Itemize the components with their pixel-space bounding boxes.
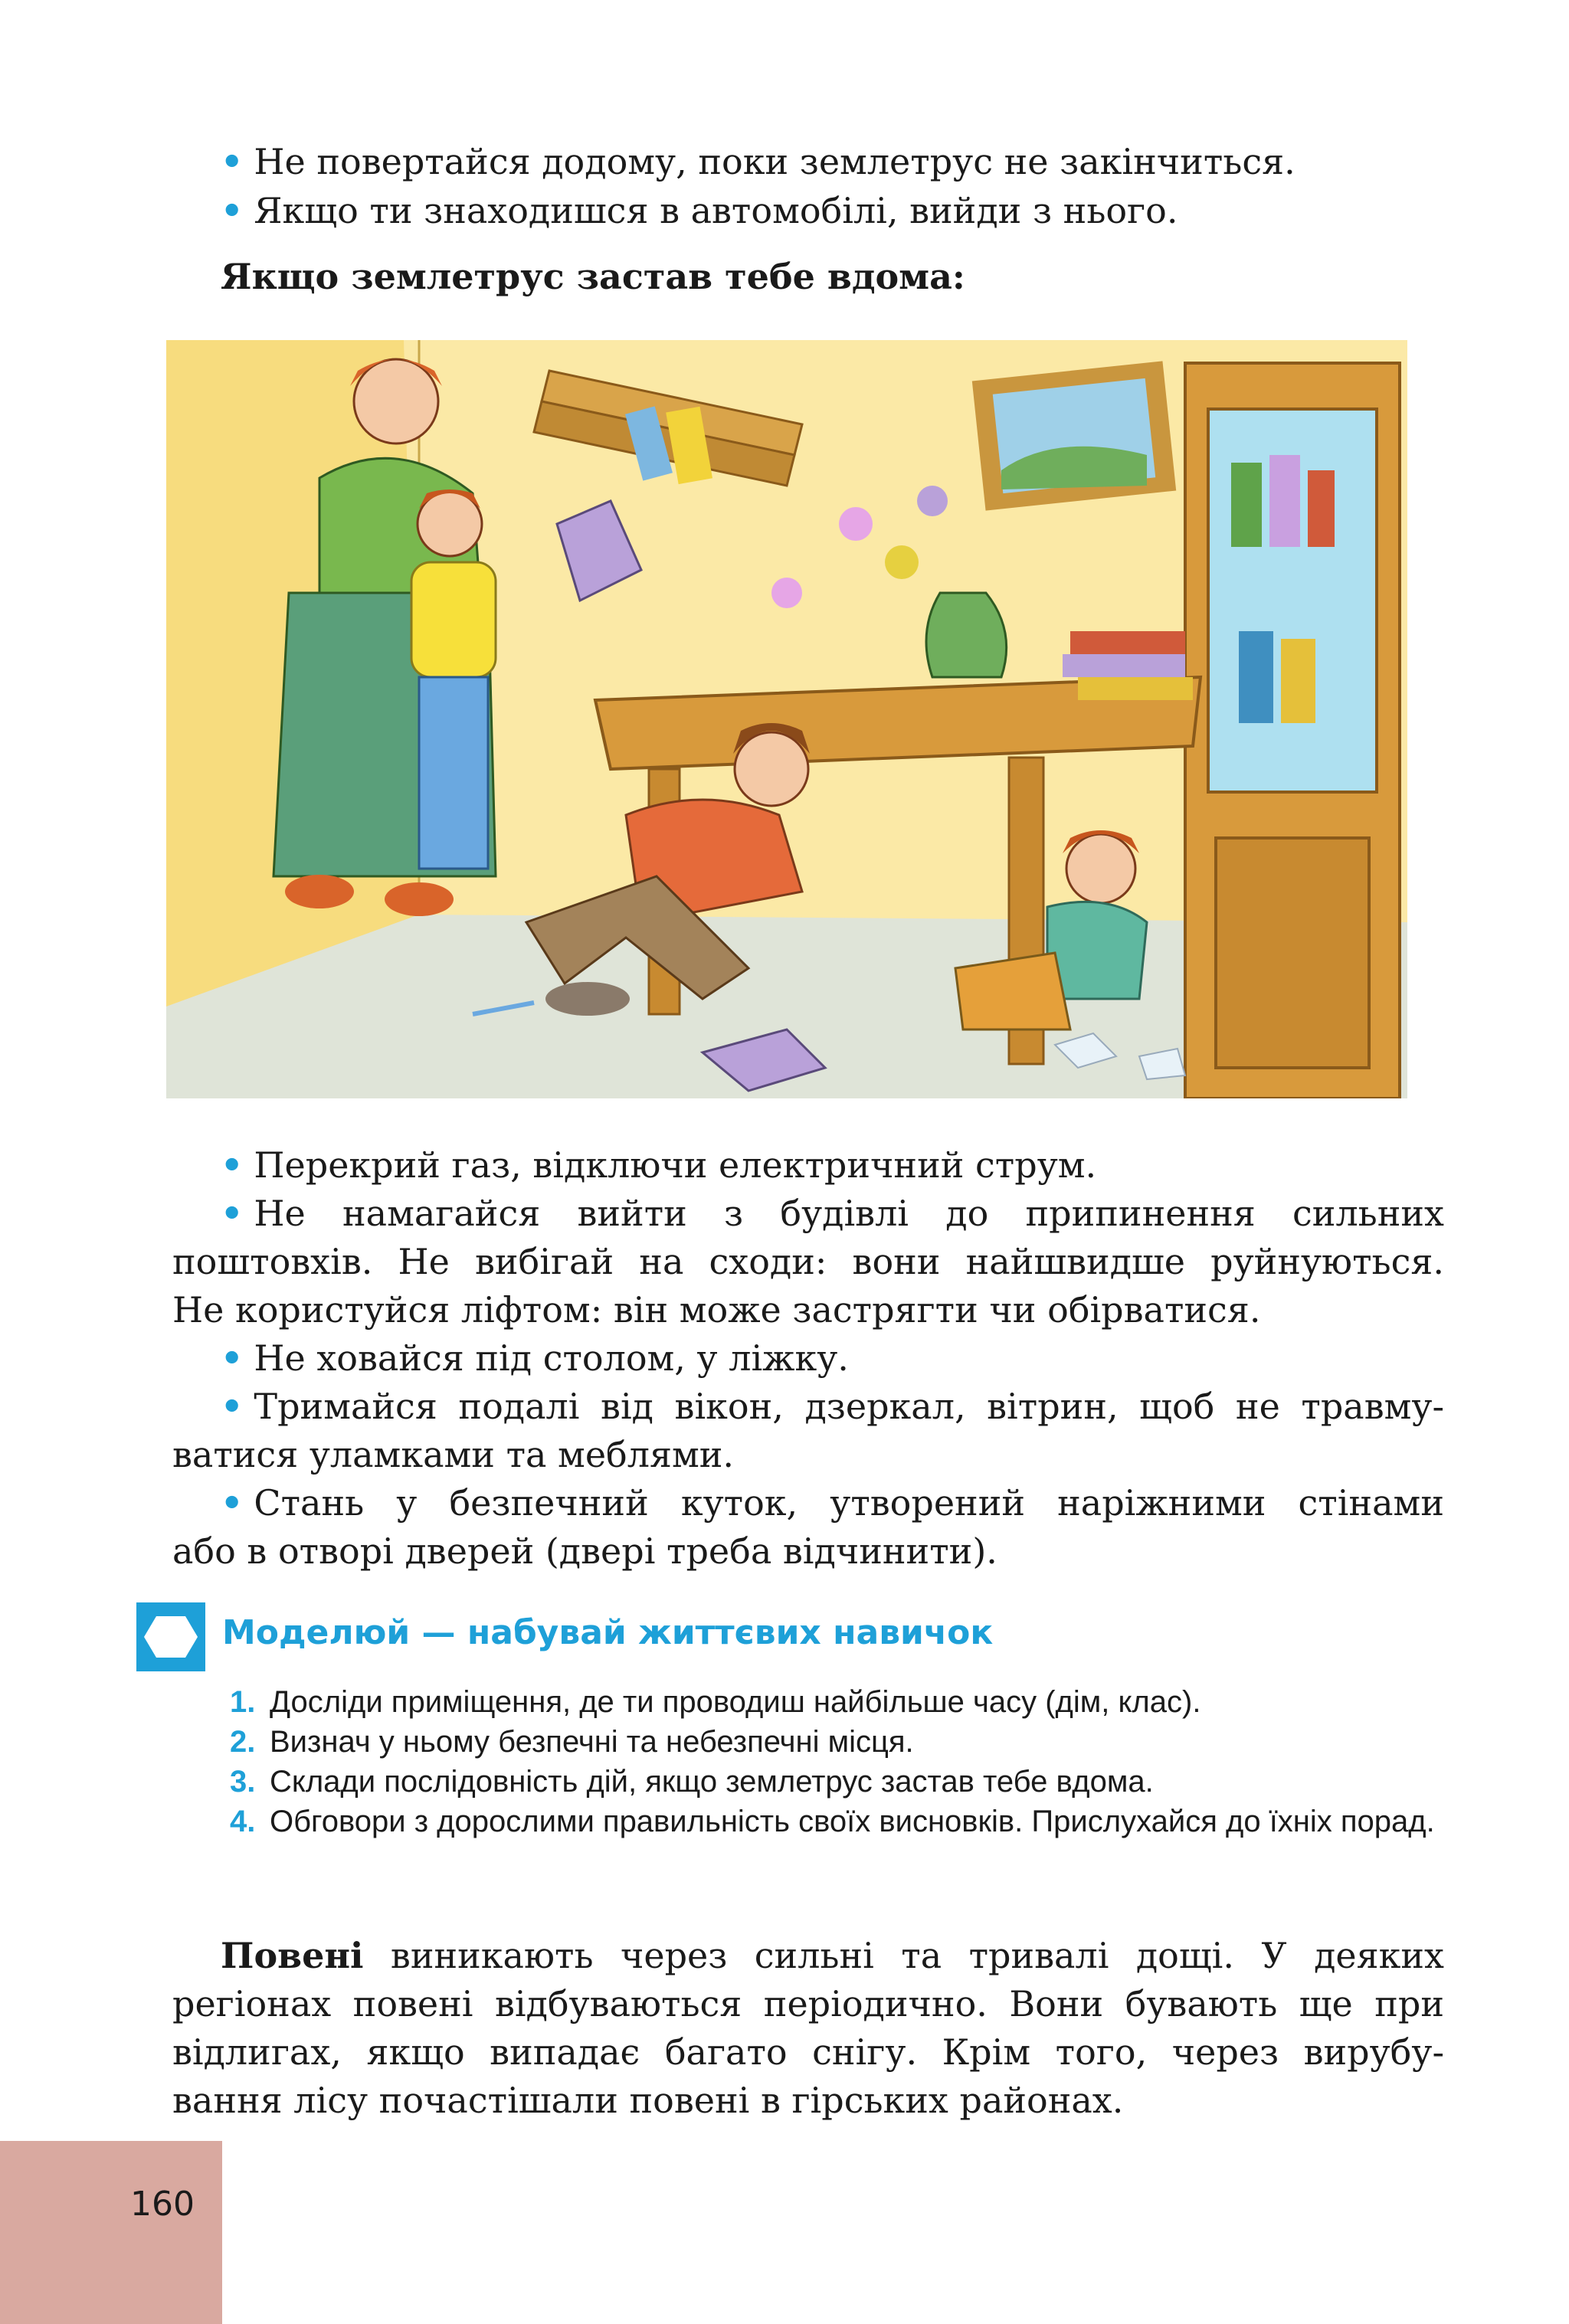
bullet-stay-away-windows-line1: • Тримайся подалі від вікон, дзеркал, вітрин, щоб не травму- [221, 1383, 1444, 1430]
floods-paragraph-line3: відлигах, якщо випадає багато снігу. Крім того, через вирубу- [172, 2031, 1444, 2073]
bullet-turn-off-gas: • Перекрий газ, відключи електричний струм. [221, 1141, 1446, 1189]
earthquake-home-illustration [166, 340, 1407, 1098]
task-number: 2. [230, 1725, 256, 1759]
floods-paragraph-line2: регіонах повені відбуваються періодично. Вони бувають ще при [172, 1983, 1444, 2024]
task-text: Досліди приміщення, де ти проводиш найбільше часу (дім, клас). [270, 1685, 1201, 1719]
task-item [230, 1762, 1448, 1802]
bullet-safe-corner-line2: або в отворі дверей (двері треба відчинити). [172, 1530, 997, 1572]
task-number: 1. [230, 1685, 256, 1719]
task-text: Склади послідовність дій, якщо землетрус застав тебе вдома. [270, 1765, 1154, 1799]
task-number: 4. [230, 1805, 256, 1838]
bullet-exit-car: • Якщо ти знаходишся в автомобілі, вийди з нього. [221, 187, 1446, 234]
task-text: Визнач у ньому безпечні та небезпечні місця. [270, 1725, 914, 1759]
task-item [230, 1682, 1448, 1722]
task-number: 3. [230, 1765, 256, 1799]
skills-task-list [230, 1682, 1448, 1841]
skills-section-title: Моделюй — набувай життєвих навичок [222, 1613, 994, 1652]
task-item [230, 1802, 1448, 1841]
home-heading: Якщо землетрус застав тебе вдома: [221, 256, 965, 297]
bullet-dont-exit-building-line1: • Не намагайся вийти з будівлі до припинення сильних [221, 1190, 1444, 1237]
floods-term: Повені [221, 1935, 364, 1976]
floods-paragraph-line4: вання лісу почастішали повені в гірських районах. [172, 2080, 1124, 2121]
bullet-safe-corner-line1: • Стань у безпечний куток, утворений наріжними стінами [221, 1479, 1444, 1527]
bullet-dont-exit-building-line2: поштовхів. Не вибігай на сходи: вони найшвидше руйнуються. [172, 1241, 1444, 1282]
floods-paragraph-line1: Повені виникають через сильні та тривалі дощі. У деяких [221, 1935, 1444, 1976]
task-item [230, 1722, 1448, 1762]
hexagon-icon [136, 1602, 205, 1671]
page-number: 160 [130, 2185, 195, 2224]
bullet-dont-hide: • Не ховайся під столом, у ліжку. [221, 1334, 1446, 1382]
task-text: Обговори з дорослими правильність своїх висновків. Прислухайся до їхніх порад. [270, 1805, 1435, 1838]
bullet-dont-exit-building-line3: Не користуйся ліфтом: він може застрягти чи обірватися. [172, 1289, 1261, 1331]
bullet-stay-away-windows-line2: ватися уламками та меблями. [172, 1434, 735, 1475]
page-number-tab [0, 2141, 222, 2324]
bullet-dont-return-home: • Не повертайся додому, поки землетрус не закінчиться. [221, 138, 1446, 185]
